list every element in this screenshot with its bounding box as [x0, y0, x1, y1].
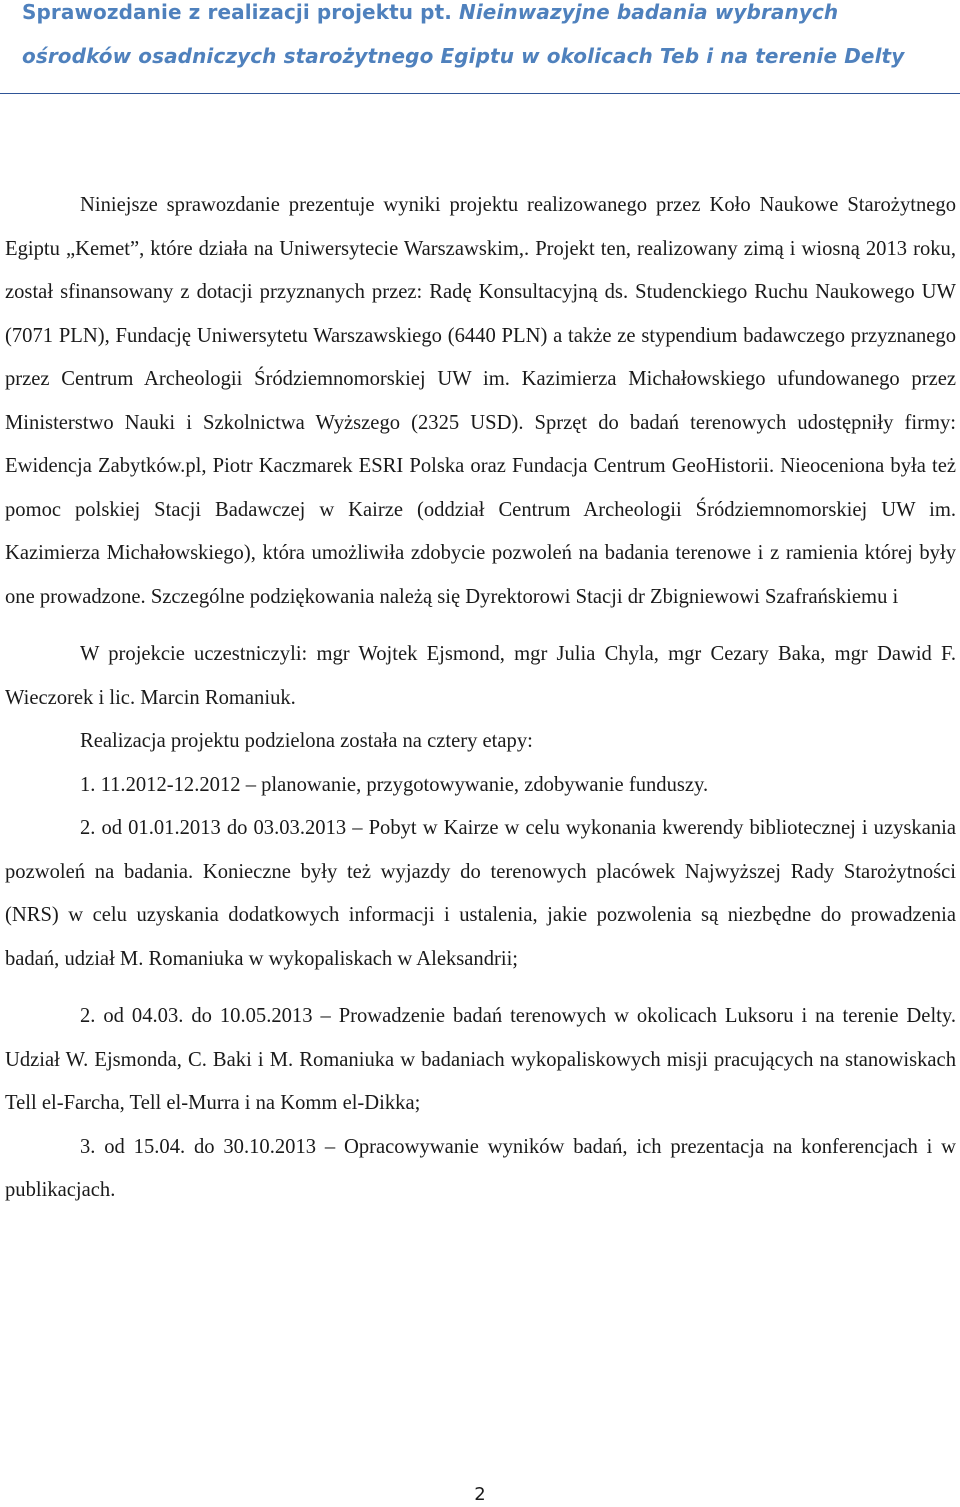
participants-paragraph: W projekcie uczestniczyli: mgr Wojtek Ejsmond, mgr Julia Chyla, mgr Cezary Baka, mgr Dawid F. Wieczorek i lic. Marcin Romaniuk. [5, 643, 956, 709]
stage-2: 2. od 01.01.2013 do 03.03.2013 – Pobyt w Kairze w celu wykonania kwerendy bibliotecznej i uzyskania pozwoleń na badania. Konieczne były też wyjazdy do terenowych placówek Najwyższej Rady Starożytności (NRS) w celu uzyskania dodatkowych informacji i ustalenia, jakie pozwolenia są niezbędne do prowadzenia badań, udział M. Romaniuka w wykopaliskach w Aleksandrii; [5, 817, 956, 970]
stage-1: 1. 11.2012-12.2012 – planowanie, przygotowywanie, zdobywanie funduszy. [80, 773, 709, 796]
stages-intro: Realizacja projektu podzielona została na cztery etapy: [80, 730, 533, 752]
header-title-line-1 [22, 0, 952, 24]
document-body [5, 184, 956, 1213]
page-header [0, 0, 960, 94]
intro-paragraph: Niniejsze sprawozdanie prezentuje wyniki projektu realizowanego przez Koło Naukowe Starożytnego Egiptu „Kemet”, które działa na Uniwersytecie Warszawskim,. Projekt ten, realizowany zimą i wiosną 2013 roku, został sfinansowany z dotacji przyznanych przez: Radę Konsultacyjną ds. Studenckiego Ruchu Naukowego UW (7071 PLN), Fundację Uniwersytetu Warszawskiego (6440 PLN) a także ze stypendium badawczego przyznanego przez Centrum Archeologii Śródziemnomorskiej UW im. Kazimierza Michałowskiego ufundowanego przez Ministerstwo Nauki i Szkolnictwa Wyższego (2325 USD). Sprzęt do badań terenowych udostępniły firmy: Ewidencja Zabytków.pl, Piotr Kaczmarek ESRI Polska oraz Fundacja Centrum GeoHistorii. Nieoceniona była też pomoc polskiej Stacji Badawczej w Kairze (oddział Centrum Archeologii Śródziemnomorskiej UW im. Kazimierza Michałowskiego), która umożliwiła zdobycie pozwoleń na badania terenowe i z ramienia której były one prowadzone. Szczególne podziękowania należą się Dyrektorowi Stacji dr Zbigniewowi Szafrańskiemu i [5, 194, 956, 608]
stage-4: 3. od 15.04. do 30.10.2013 – Opracowywanie wyników badań, ich prezentacja na konferencjach i w publikacjach. [5, 1135, 956, 1201]
page-number: 2 [474, 1484, 486, 1505]
header-title-italic-2: ośrodków osadniczych starożytnego Egiptu w okolicach Teb i na terenie Delty [22, 44, 905, 68]
header-title-line-2 [22, 44, 952, 68]
header-title-italic: Nieinwazyjne badania wybranych [459, 0, 839, 24]
header-title-plain: Sprawozdanie z realizacji projektu pt. [22, 0, 460, 24]
stage-3: 2. od 04.03. do 10.05.2013 – Prowadzenie badań terenowych w okolicach Luksoru i na terenie Delty. Udział W. Ejsmonda, C. Baki i M. Romaniuka w badaniach wykopaliskowych misji pracujących na stanowiskach Tell el-Farcha, Tell el-Murra i na Komm el-Dikka; [5, 1005, 956, 1114]
